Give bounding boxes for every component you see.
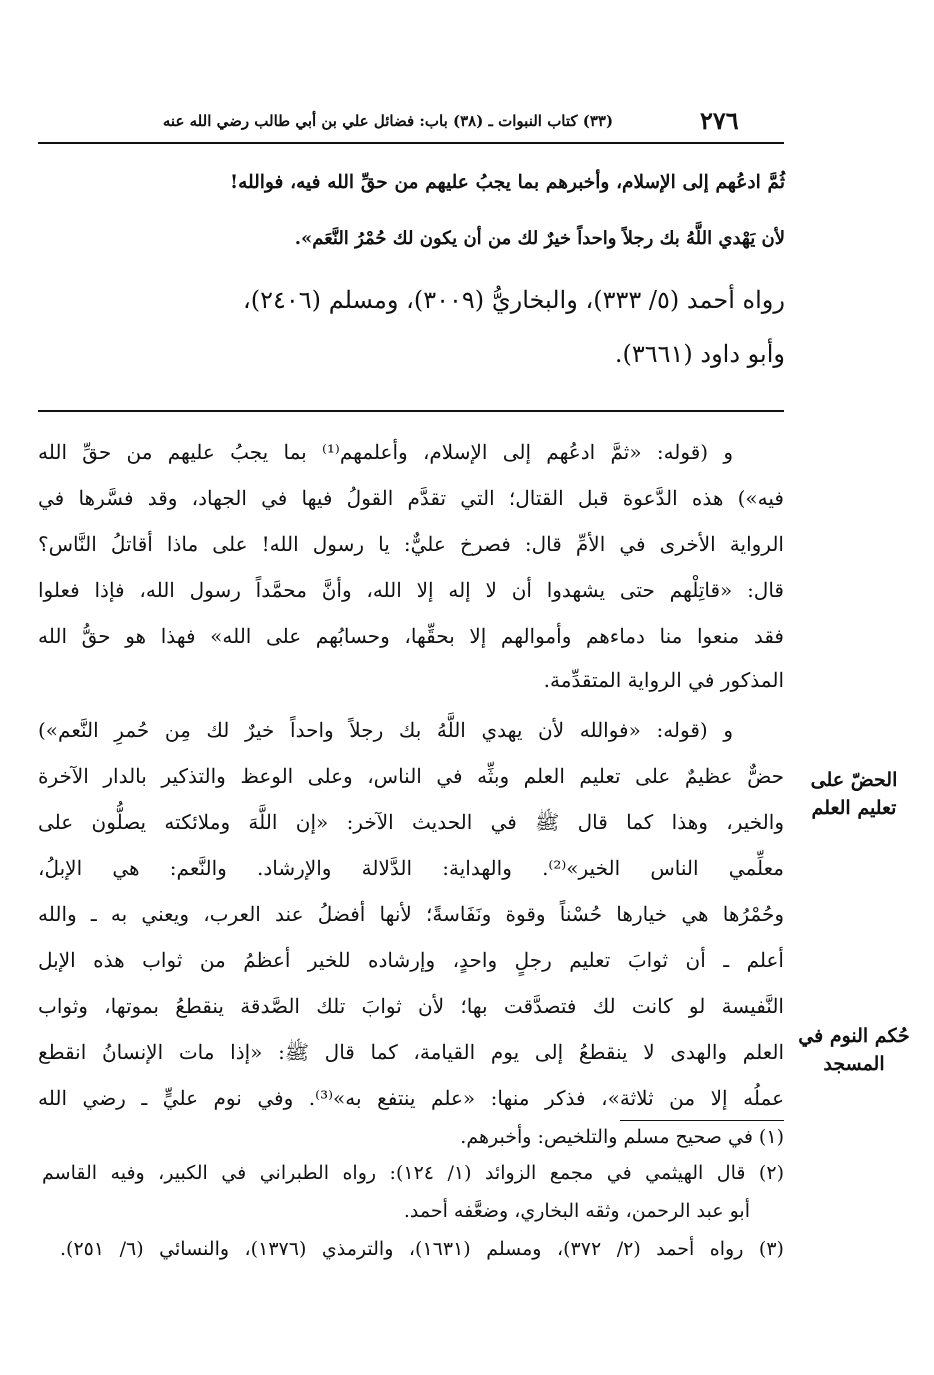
footnote-1: (١) في صحيح مسلم والتلخيص: وأخبرهم. (460, 1126, 784, 1148)
header-rule (38, 142, 784, 144)
hadith-line-1: ثُمَّ ادعُهم إلى الإسلام، وأخبرهم بما يجبُ عليهم من حقِّ الله فيه، فوالله! (230, 172, 785, 193)
commentary-line: الرواية الأخرى في الأمِّ قال: فصرخ عليٌّ: يا رسول الله! على ماذا أقاتلُ النَّاس؟ (38, 532, 784, 556)
takhrij-line-2: وأبو داود (٣٦٦١). (614, 340, 785, 368)
commentary-line: و (قوله: «فوالله لأن يهدي اللَّهُ بك رجلاً واحداً خيرٌ لك مِن حُمرِ النَّعم») (38, 718, 733, 742)
commentary-line: حضٌّ عظيمٌ على تعليم العلم وبثِّه في الناس، وعلى الوعظ والتذكير بالدار الآخرة (38, 764, 784, 788)
hadith-line-2: لأن يَهْدي اللَّهُ بك رجلاً واحداً خيرٌ لك من أن يكون لك حُمْرُ النَّعَم». (294, 228, 785, 249)
page-number: ٢٧٦ (700, 106, 739, 135)
running-title: (٣٣) كتاب النبوات ـ (٣٨) باب: فضائل علي بن أبي طالب رضي الله عنه (162, 112, 614, 130)
side-note-sleeping (796, 1022, 912, 1078)
takhrij-line-1: رواه أحمد (٥/ ٣٣٣)، والبخاريُّ (٣٠٠٩)، ومسلم (٢٤٠٦)، (243, 286, 785, 314)
commentary-line: معلِّمي الناس الخير»⁽²⁾. والهداية: الدَّلالة والإرشاد. والنَّعم: هي الإبلُ، (38, 856, 784, 880)
section-divider (38, 410, 784, 412)
commentary-line: والخير، وهذا كما قال ﷺ في الحديث الآخر: «إن اللَّهَ وملائكته يصلُّون على (38, 810, 784, 834)
footnote-3: (٣) رواه أحمد (٢/ ٣٧٢)، ومسلم (١٦٣١)، والترمذي (١٣٧٦)، والنسائي (٦/ ٢٥١). (60, 1238, 784, 1260)
commentary-line: أعلم ـ أن ثوابَ تعليم رجلٍ واحدٍ، وإرشاده للخير أعظمُ من ثواب هذه الإبل (38, 948, 784, 972)
commentary-line: و (قوله: «ثمَّ ادعُهم إلى الإسلام، وأعلمهم⁽¹⁾ بما يجبُ عليهم من حقِّ الله (38, 440, 733, 464)
footnote-2-cont: أبو عبد الرحمن، وثقه البخاري، وضعَّفه أحمد. (403, 1200, 750, 1222)
side-note-line: المسجد (823, 1053, 885, 1075)
commentary-line: النَّفيسة لو كانت لك فتصدَّقت بها؛ لأن ثوابَ تلك الصَّدقة ينقطعُ بموتها، وثواب (38, 994, 784, 1018)
commentary-line: وحُمْرُها هي خيارها حُسْناً وقوة ونَفَاسةً؛ لأنها أفضلُ عند العرب، ويعني به ـ والله (38, 902, 784, 926)
commentary-line: عملُه إلا من ثلاثة»، فذكر منها: «علم ينتفع به»⁽³⁾. وفي نوم عليٍّ ـ رضي الله (38, 1086, 784, 1110)
commentary-line: المذكور في الرواية المتقدِّمة. (543, 668, 784, 692)
commentary-line: العلم والهدى لا ينقطعُ إلى يوم القيامة، كما قال ﷺ: «إذا مات الإنسانُ انقطع (38, 1040, 784, 1064)
commentary-line: فقد منعوا منا دماءهم وأموالهم إلا بحقِّها، وحسابُهم على الله» فهذا هو حقُّ الله (38, 624, 784, 648)
side-note-line: الحضّ على (810, 769, 898, 791)
side-note-line: حُكم النوم في (798, 1025, 910, 1047)
commentary-line: فيه») هذه الدَّعوة قبل القتال؛ التي تقدَّم القولُ فيها في الجهاد، وقد فسَّرها في (38, 486, 784, 510)
side-note-line: تعليم العلم (811, 797, 897, 819)
side-note-teaching (796, 766, 912, 822)
footnote-2: (٢) قال الهيثمي في مجمع الزوائد (١/ ١٢٤): رواه الطبراني في الكبير، وفيه القاسم (42, 1162, 784, 1184)
footnote-rule (620, 1120, 784, 1121)
commentary-line: قال: «قاتِلْهم حتى يشهدوا أن لا إله إلا الله، وأنَّ محمَّداً رسول الله، فإذا فعلوا (38, 578, 784, 602)
